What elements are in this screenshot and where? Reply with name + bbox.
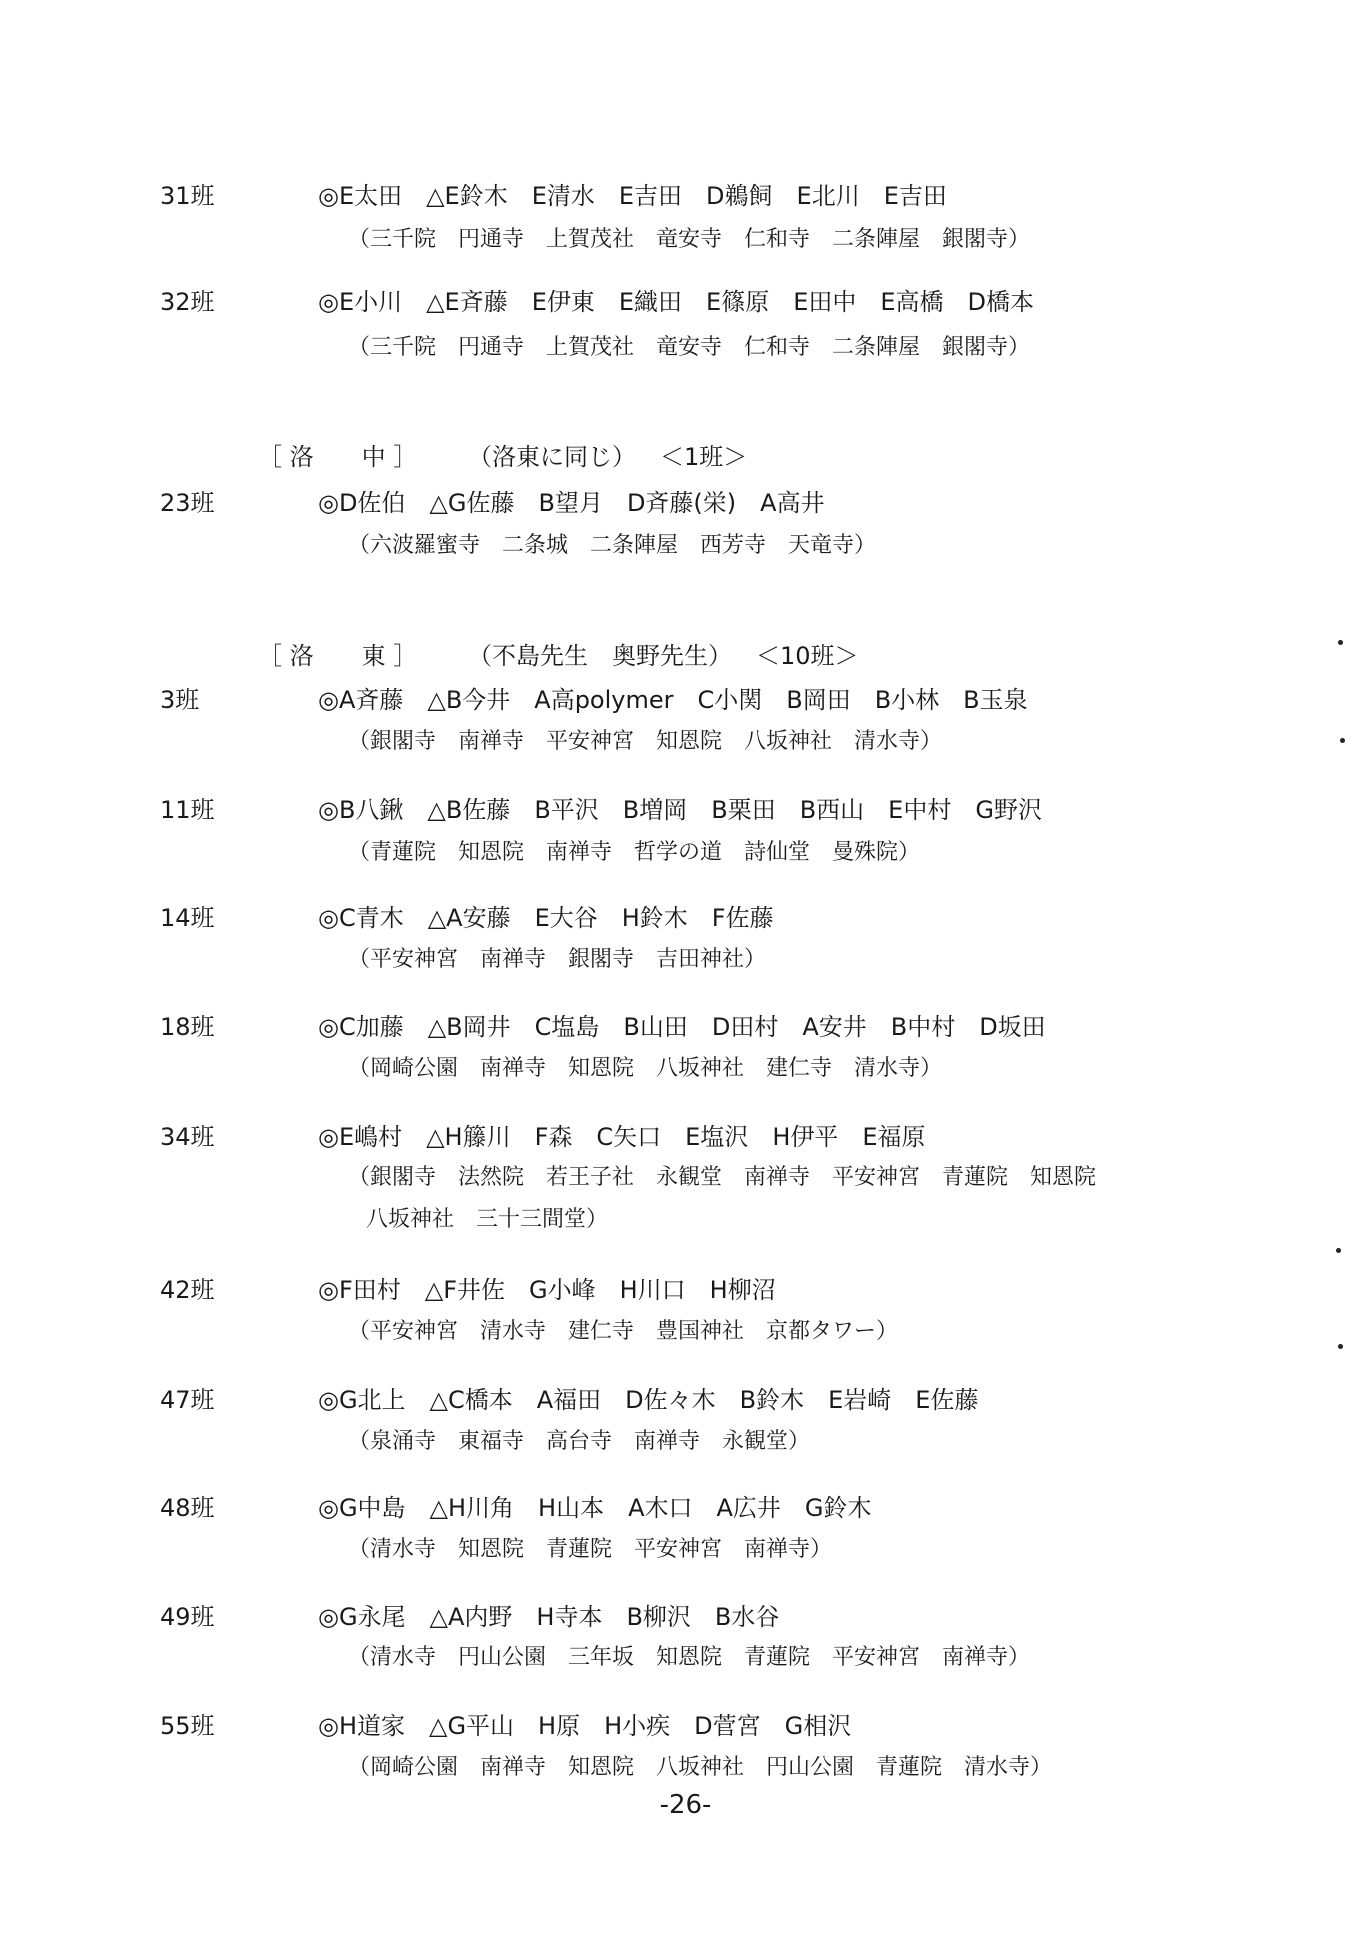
- section-note: （洛東に同じ）: [468, 443, 636, 471]
- group-places-continued: 八坂神社 三十三間堂）: [366, 1207, 609, 1232]
- section-heading-rakuchu: [258, 437, 747, 472]
- section-note: （不島先生 奥野先生）: [468, 642, 732, 670]
- group-places: （青蓮院 知恩院 南禅寺 哲学の道 詩仙堂 曼殊院）: [348, 840, 921, 865]
- group-places: （岡崎公園 南禅寺 知恩院 八坂神社 円山公園 青蓮院 清水寺）: [348, 1755, 1053, 1780]
- group-label: 55班: [160, 1712, 215, 1740]
- group-members: ◎H道家 △G平山 H原 H小疾 D菅宮 G相沢: [318, 1712, 852, 1740]
- group-members: ◎B八鍬 △B佐藤 B平沢 B増岡 B栗田 B西山 E中村 G野沢: [318, 796, 1042, 824]
- section-title: ［ 洛 東 ］: [258, 642, 418, 670]
- group-members: ◎D佐伯 △G佐藤 B望月 D斉藤(栄) A高井: [318, 489, 825, 517]
- group-label: 18班: [160, 1013, 215, 1041]
- group-members: ◎E小川 △E斉藤 E伊東 E織田 E篠原 E田中 E高橋 D橋本: [318, 288, 1035, 316]
- group-places: （泉涌寺 東福寺 高台寺 南禅寺 永観堂）: [348, 1429, 811, 1454]
- group-members: ◎C青木 △A安藤 E大谷 H鈴木 F佐藤: [318, 904, 774, 932]
- group-members: ◎G中島 △H川角 H山本 A木口 A広井 G鈴木: [318, 1494, 872, 1522]
- group-label: 14班: [160, 904, 215, 932]
- group-label: 32班: [160, 288, 215, 316]
- group-places: （銀閣寺 法然院 若王子社 永観堂 南禅寺 平安神宮 青蓮院 知恩院: [348, 1165, 1097, 1190]
- group-members: ◎C加藤 △B岡井 C塩島 B山田 D田村 A安井 B中村 D坂田: [318, 1013, 1046, 1041]
- group-places: （岡崎公園 南禅寺 知恩院 八坂神社 建仁寺 清水寺）: [348, 1056, 943, 1081]
- group-places: （三千院 円通寺 上賀茂社 竜安寺 仁和寺 二条陣屋 銀閣寺）: [348, 227, 1031, 252]
- group-label: 49班: [160, 1603, 215, 1631]
- group-places: （六波羅蜜寺 二条城 二条陣屋 西芳寺 天竜寺）: [348, 533, 877, 558]
- group-label: 23班: [160, 489, 215, 517]
- group-members: ◎E嶋村 △H籐川 F森 C矢口 E塩沢 H伊平 E福原: [318, 1123, 926, 1151]
- group-places: （銀閣寺 南禅寺 平安神宮 知恩院 八坂神社 清水寺）: [348, 729, 943, 754]
- group-label: 11班: [160, 796, 215, 824]
- group-label: 47班: [160, 1386, 215, 1414]
- group-label: 3班: [160, 686, 200, 714]
- group-places: （清水寺 円山公園 三年坂 知恩院 青蓮院 平安神宮 南禅寺）: [348, 1645, 1031, 1670]
- group-places: （三千院 円通寺 上賀茂社 竜安寺 仁和寺 二条陣屋 銀閣寺）: [348, 335, 1031, 360]
- section-count: ＜10班＞: [756, 642, 859, 670]
- scan-speck: [1336, 1248, 1341, 1253]
- group-label: 42班: [160, 1276, 215, 1304]
- page-number: -26-: [659, 1790, 712, 1820]
- section-count: ＜1班＞: [660, 443, 748, 471]
- scan-speck: [1338, 640, 1343, 645]
- section-title: ［ 洛 中 ］: [258, 443, 418, 471]
- group-places: （平安神宮 清水寺 建仁寺 豊国神社 京都タワー）: [348, 1319, 899, 1344]
- group-members: ◎G北上 △C橋本 A福田 D佐々木 B鈴木 E岩崎 E佐藤: [318, 1386, 979, 1414]
- group-members: ◎G永尾 △A内野 H寺本 B柳沢 B水谷: [318, 1603, 780, 1631]
- group-label: 48班: [160, 1494, 215, 1522]
- section-heading-rakuto: [258, 636, 859, 671]
- group-places: （清水寺 知恩院 青蓮院 平安神宮 南禅寺）: [348, 1537, 833, 1562]
- group-places: （平安神宮 南禅寺 銀閣寺 吉田神社）: [348, 947, 767, 972]
- group-members: ◎A斉藤 △B今井 A高polymer C小関 B岡田 B小林 B玉泉: [318, 686, 1028, 714]
- scan-speck: [1338, 1344, 1343, 1349]
- group-members: ◎E太田 △E鈴木 E清水 E吉田 D鵜飼 E北川 E吉田: [318, 182, 947, 210]
- group-label: 34班: [160, 1123, 215, 1151]
- group-members: ◎F田村 △F井佐 G小峰 H川口 H柳沼: [318, 1276, 776, 1304]
- scan-speck: [1340, 738, 1345, 743]
- group-label: 31班: [160, 182, 215, 210]
